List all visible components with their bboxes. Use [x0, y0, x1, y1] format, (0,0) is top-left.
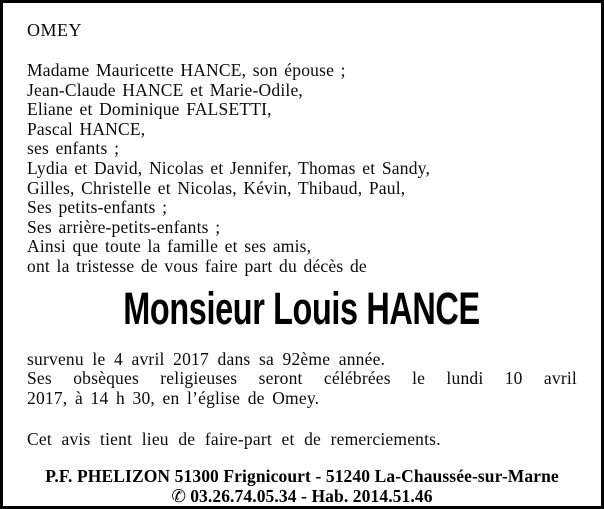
funeral-home-phone-line	[27, 486, 577, 507]
funeral-details-line: Ses obsèques religieuses seront célébrées le lundi 10 avril	[27, 368, 577, 389]
family-line: Madame Mauricette HANCE, son épouse ;	[27, 60, 346, 80]
family-line: Gilles, Christelle et Nicolas, Kévin, Thibaud, Paul,	[27, 177, 406, 198]
family-line: Eliane et Dominique FALSETTI,	[27, 99, 272, 120]
family-line: Pascal HANCE,	[27, 118, 146, 139]
family-line: Ainsi que toute la famille et ses amis,	[27, 236, 312, 257]
family-line: Ses petits-enfants ;	[27, 197, 168, 218]
family-list	[27, 61, 577, 277]
deceased-name-title	[27, 282, 577, 334]
deceased-name-text: Monsieur Louis HANCE	[123, 282, 481, 334]
funeral-details-paragraph	[27, 350, 577, 409]
funeral-home-address: P.F. PHELIZON 51300 Frignicourt - 51240 La-Chaussée-sur-Marne	[45, 465, 559, 486]
family-line: Lydia et David, Nicolas et Jennifer, Thomas et Sandy,	[27, 157, 431, 178]
family-line: ont la tristesse de vous faire part du décès de	[27, 255, 367, 276]
family-line: Ses arrière-petits-enfants ;	[27, 216, 221, 237]
family-line: Jean-Claude HANCE et Marie-Odile,	[27, 79, 303, 100]
funeral-home-footer	[27, 466, 577, 507]
location-heading	[27, 20, 577, 40]
phone-text: 03.26.74.05.34 - Hab. 2014.51.46	[190, 485, 433, 506]
funeral-details-line: survenu le 4 avril 2017 dans sa 92ème année.	[27, 348, 386, 369]
phone-icon: ✆	[171, 486, 187, 507]
location-text: OMEY	[27, 20, 82, 40]
funeral-details-line: 2017, à 14 h 30, en l’église de Omey.	[27, 387, 320, 408]
family-line: ses enfants ;	[27, 138, 120, 159]
closing-line: Cet avis tient lieu de faire-part et de remerciements.	[27, 429, 441, 450]
